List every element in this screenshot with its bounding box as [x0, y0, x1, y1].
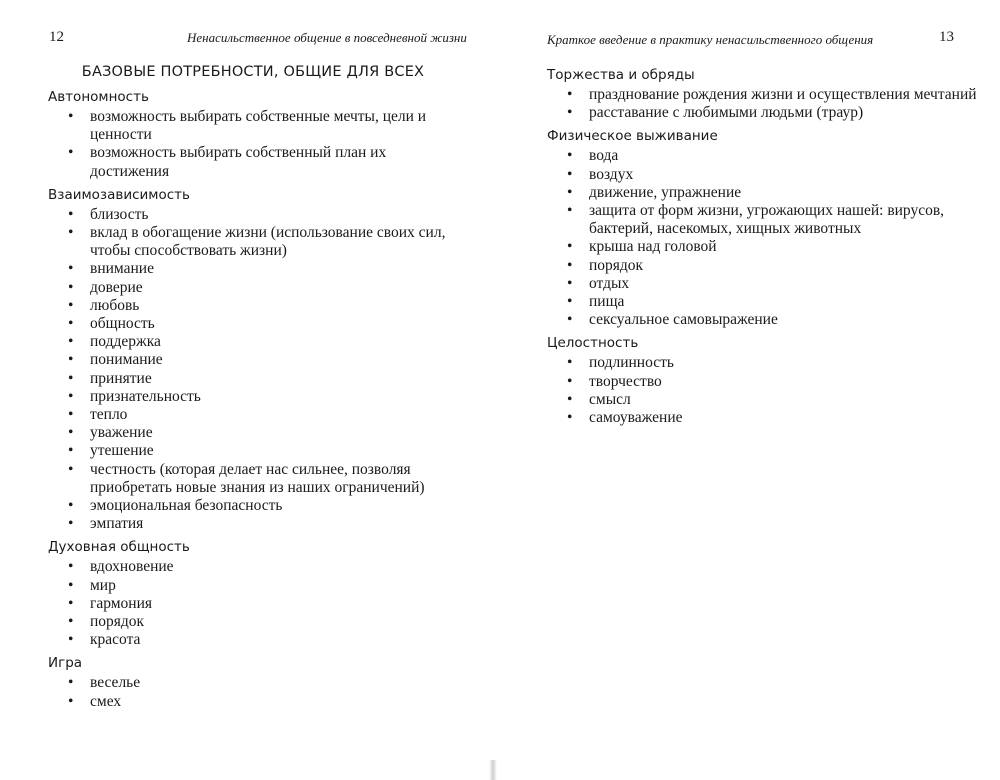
- list-item: • смысл: [547, 391, 977, 409]
- list-item: • порядок: [48, 613, 468, 631]
- list-item: • поддержка: [48, 333, 468, 351]
- needs-list: [547, 147, 977, 329]
- list-item: • возможность выбирать собственные мечты, цели и ценности: [48, 108, 468, 144]
- list-item: • эмпатия: [48, 515, 468, 533]
- list-item: • празднование рождения жизни и осуществления мечтаний: [547, 86, 977, 104]
- list-item: • утешение: [48, 442, 468, 460]
- right-page: [510, 0, 1000, 780]
- section-heading: Духовная общность: [48, 539, 190, 556]
- left-page: [0, 0, 490, 780]
- list-item: • вклад в обогащение жизни (использование своих сил, чтобы способствовать жизни): [48, 224, 468, 260]
- list-item: • самоуважение: [547, 409, 977, 427]
- list-item: • защита от форм жизни, угрожающих нашей: вирусов, бактерий, насекомых, хищных животных: [547, 202, 977, 238]
- list-item: • веселье: [48, 674, 468, 692]
- list-item: • близость: [48, 206, 468, 224]
- list-item: • смех: [48, 693, 468, 711]
- list-item: • уважение: [48, 424, 468, 442]
- page-number: 12: [49, 29, 64, 45]
- needs-list: [48, 674, 468, 710]
- list-item: • отдых: [547, 275, 977, 293]
- list-item: • доверие: [48, 279, 468, 297]
- list-item: • творчество: [547, 373, 977, 391]
- book-gutter: [489, 760, 497, 780]
- page-number: 13: [939, 29, 954, 45]
- list-item: • воздух: [547, 166, 977, 184]
- needs-list: [547, 354, 977, 427]
- page-content: [547, 66, 977, 432]
- list-item: • крыша над головой: [547, 238, 977, 256]
- section-heading: Целостность: [547, 335, 639, 352]
- running-header: Краткое введение в практику ненасильственного общения: [547, 32, 874, 47]
- list-item: • сексуальное самовыражение: [547, 311, 977, 329]
- needs-list: [547, 86, 977, 122]
- section-heading: Игра: [48, 655, 83, 672]
- needs-list: [48, 558, 468, 649]
- list-item: • гармония: [48, 595, 468, 613]
- list-item: • принятие: [48, 370, 468, 388]
- list-item: • вдохновение: [48, 558, 468, 576]
- section-heading: Автономность: [48, 89, 149, 105]
- list-item: • эмоциональная безопасность: [48, 497, 468, 515]
- list-item: • тепло: [48, 406, 468, 424]
- list-item: • любовь: [48, 297, 468, 315]
- list-item: • внимание: [48, 260, 468, 278]
- page-content: [48, 64, 468, 716]
- list-item: • общность: [48, 315, 468, 333]
- list-item: • понимание: [48, 351, 468, 369]
- section-heading: Физическое выживание: [547, 128, 718, 145]
- needs-list: [48, 108, 468, 181]
- running-header: Ненасильственное общение в повседневной жизни: [187, 30, 467, 45]
- list-item: • возможность выбирать собственный план их достижения: [48, 144, 468, 180]
- page-title: БАЗОВЫЕ ПОТРЕБНОСТИ, ОБЩИЕ ДЛЯ ВСЕХ: [81, 64, 425, 80]
- list-item: • честность (которая делает нас сильнее, позволяя приобретать новые знания из наших ограничений): [48, 461, 468, 497]
- needs-list: [48, 206, 468, 534]
- list-item: • подлинность: [547, 354, 977, 372]
- list-item: • мир: [48, 577, 468, 595]
- list-item: • пища: [547, 293, 977, 311]
- section-heading: Взаимозависимость: [48, 186, 190, 203]
- list-item: • красота: [48, 631, 468, 649]
- list-item: • признательность: [48, 388, 468, 406]
- section-heading: Торжества и обряды: [547, 67, 695, 83]
- list-item: • порядок: [547, 257, 977, 275]
- list-item: • расставание с любимыми людьми (траур): [547, 104, 977, 122]
- list-item: • вода: [547, 147, 977, 165]
- list-item: • движение, упражнение: [547, 184, 977, 202]
